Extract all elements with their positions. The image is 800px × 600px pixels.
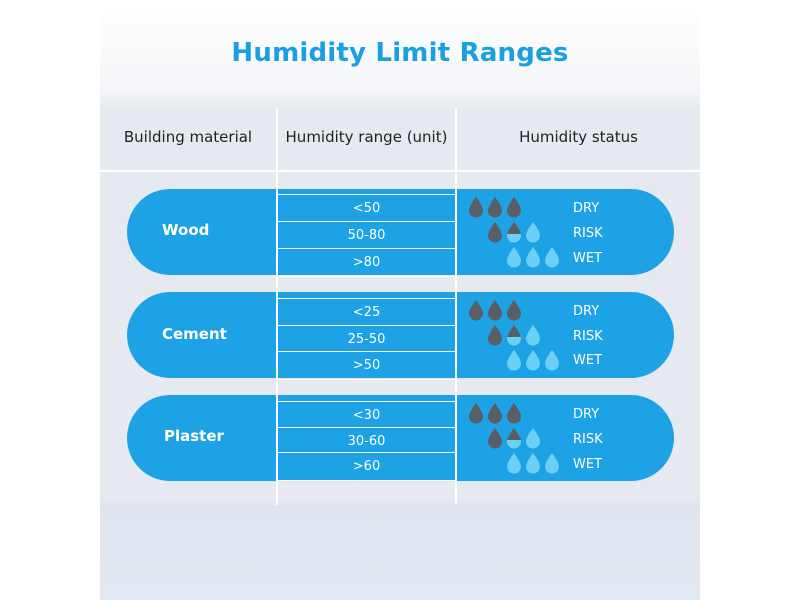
range-list: [277, 189, 456, 275]
dark-drop-icon: [505, 196, 523, 218]
range-list: [277, 395, 456, 481]
material-name: Plaster: [164, 427, 224, 445]
light-drop-icon: [505, 246, 523, 268]
half-drop-icon: [505, 427, 523, 449]
dark-drop-icon: [486, 221, 504, 243]
dark-drop-icon: [486, 402, 504, 424]
dark-drop-icon: [486, 427, 504, 449]
range-risk: 50-80: [277, 221, 456, 249]
status-dry-label: DRY: [573, 407, 600, 422]
range-dry: <25: [277, 298, 456, 326]
light-drop-icon: [524, 324, 542, 346]
light-drop-icon: [505, 349, 523, 371]
status-dry-label: DRY: [573, 304, 600, 319]
light-drop-icon: [524, 246, 542, 268]
dark-drop-icon: [505, 299, 523, 321]
status-risk-label: RISK: [573, 226, 603, 241]
material-name: Wood: [162, 221, 210, 239]
dark-drop-icon: [505, 402, 523, 424]
light-drop-icon: [524, 221, 542, 243]
status-risk-label: RISK: [573, 432, 603, 447]
header-building-material: Building material: [123, 128, 253, 146]
light-drop-icon: [543, 452, 561, 474]
status-wet-label: WET: [573, 457, 603, 472]
material-name: Cement: [162, 325, 227, 343]
range-wet: >80: [277, 248, 456, 277]
range-dry: <50: [277, 194, 456, 222]
light-drop-icon: [524, 452, 542, 474]
range-risk: 25-50: [277, 325, 456, 353]
half-drop-icon: [505, 221, 523, 243]
dark-drop-icon: [467, 196, 485, 218]
dark-drop-icon: [467, 299, 485, 321]
light-drop-icon: [524, 349, 542, 371]
range-list: [277, 292, 456, 378]
column-divider: [455, 108, 457, 505]
range-dry: <30: [277, 401, 456, 429]
range-wet: >50: [277, 351, 456, 380]
range-wet: >60: [277, 452, 456, 481]
status-wet-label: WET: [573, 353, 603, 368]
range-risk: 30-60: [277, 427, 456, 455]
dark-drop-icon: [467, 402, 485, 424]
light-drop-icon: [505, 452, 523, 474]
column-divider: [276, 108, 278, 505]
status-wet-label: WET: [573, 251, 603, 266]
page-title: Humidity Limit Ranges: [231, 38, 569, 68]
status-risk-label: RISK: [573, 329, 603, 344]
status-dry-label: DRY: [573, 201, 600, 216]
header-humidity-status: Humidity status: [519, 128, 638, 146]
light-drop-icon: [543, 246, 561, 268]
dark-drop-icon: [486, 324, 504, 346]
half-drop-icon: [505, 324, 523, 346]
light-drop-icon: [524, 427, 542, 449]
dark-drop-icon: [486, 196, 504, 218]
light-drop-icon: [543, 349, 561, 371]
dark-drop-icon: [486, 299, 504, 321]
header-humidity-range: Humidity range (unit): [285, 128, 448, 146]
